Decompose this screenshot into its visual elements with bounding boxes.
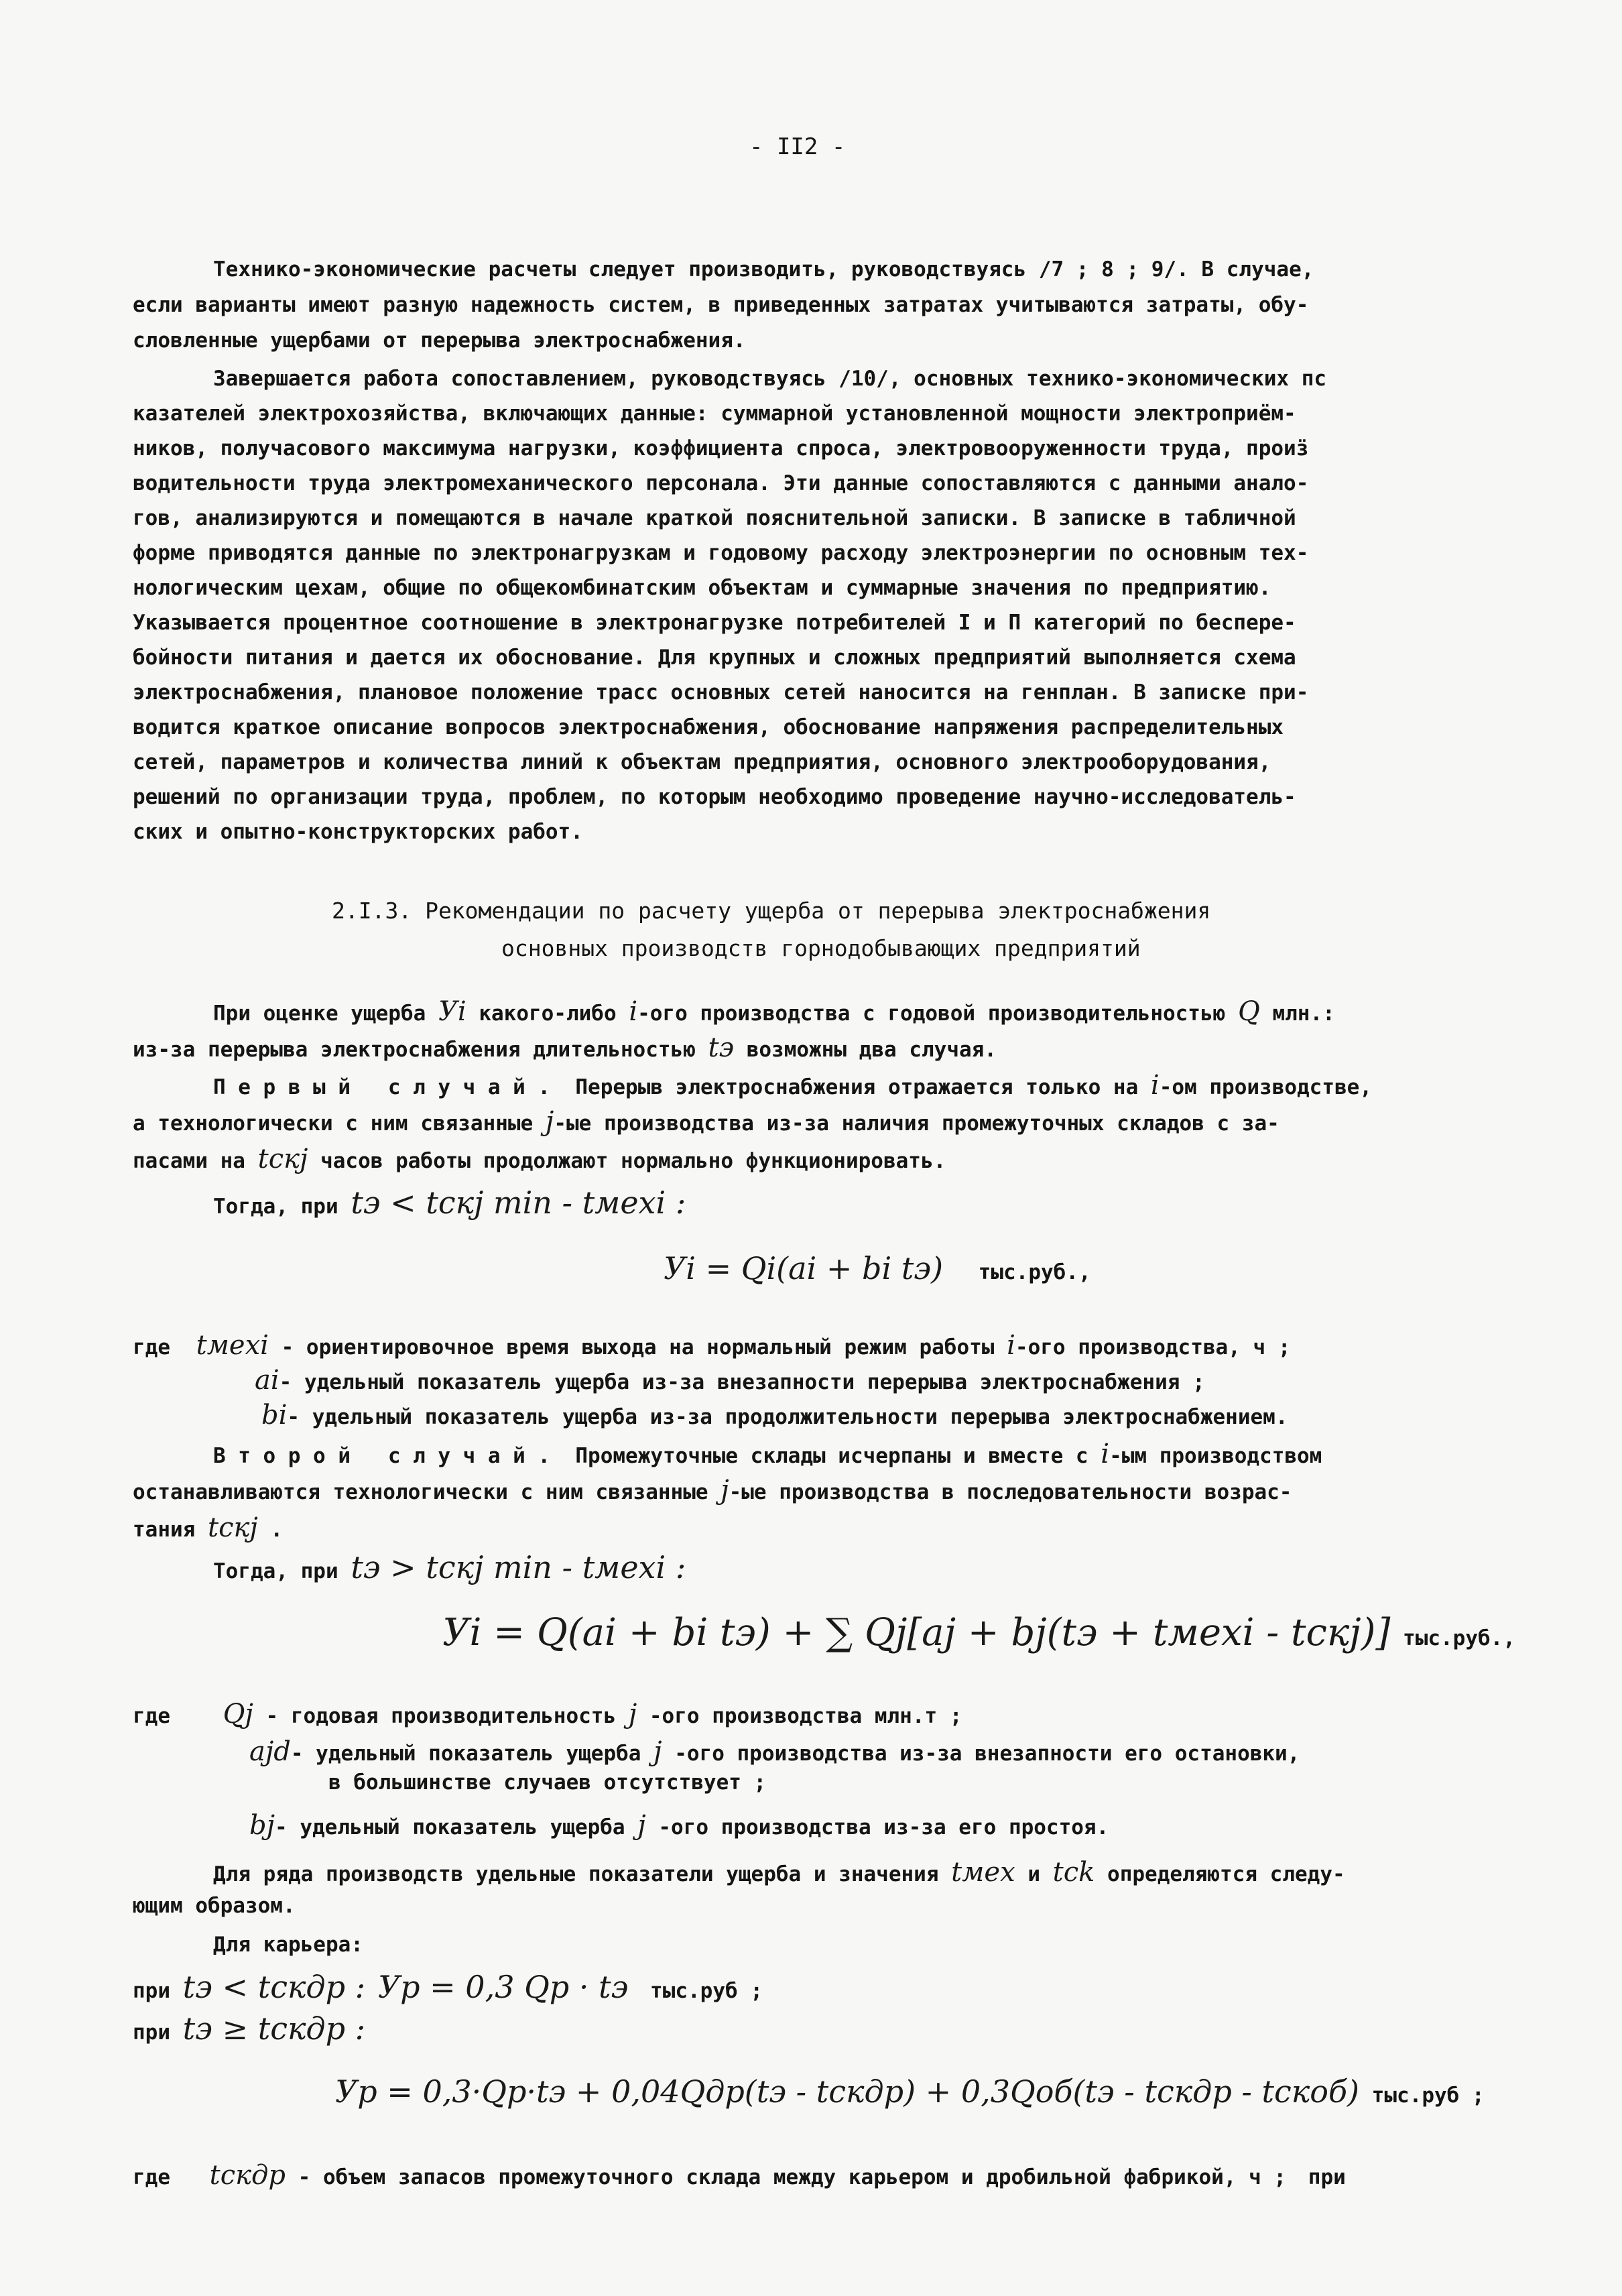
- p2-line-3: ников, получасового максимума нагрузки, коэффициента спроса, электровооруженности труда, проиӟ: [133, 436, 1309, 461]
- p2-line-12: сетей, параметров и количества линий к объектам предприятия, основного электрооборудования,: [133, 750, 1271, 774]
- where2-line-2: ajd- удельный показатель ущерба j -ого производства из-за внезапности его остановки,: [249, 1736, 1300, 1767]
- where1-line-1: где tмехi - ориентировочное время выхода на нормальный режим работы i-ого производства, ч ;: [133, 1330, 1291, 1361]
- symbol-q: Q: [1237, 996, 1260, 1027]
- p2-line-11: водится краткое описание вопросов электроснабжения, обоснование напряжения распределительных: [133, 715, 1284, 739]
- p3-line-2: из-за перерыва электроснабжения длительностью tэ возможны два случая.: [133, 1032, 997, 1063]
- section-title-line-1: 2.I.3. Рекомендации по расчету ущерба от перерыва электроснабжения: [332, 898, 1211, 924]
- symbol-te: tэ: [708, 1032, 735, 1063]
- case2-line-1: Второй случай. Промежуточные склады исчерпаны и вместе с i-ым производством: [213, 1439, 1322, 1469]
- p2-line-14: ских и опытно-конструкторских работ.: [133, 820, 583, 844]
- intro-line-2: если варианты имеют разную надежность систем, в приведенных затратах учитываются затраты, обу-: [133, 293, 1309, 317]
- where1-line-2: ai- удельный показатель ущерба из-за внезапности перерыва электроснабжения ;: [255, 1365, 1205, 1396]
- symbol-i: i: [629, 996, 638, 1027]
- intro-line-1: Технико-экономические расчеты следует производить, руководствуясь /7 ; 8 ; 9/. В случае,: [213, 257, 1314, 282]
- p2-line-2: казателей электрохозяйства, включающих данные: суммарной установленной мощности электроприём-: [133, 402, 1296, 426]
- p2-line-8: Указывается процентное соотношение в электронагрузке потребителей I и П категорий по беспере-: [133, 611, 1296, 635]
- last-line: где tскдр - объем запасов промежуточного склада между карьером и дробильной фабрикой, ч ; при: [133, 2160, 1346, 2191]
- case2-label: Второй случай.: [213, 1444, 563, 1468]
- p4-line-1: Для ряда производств удельные показатели ущерба и значения tмех и tck определяются следу-: [213, 1857, 1345, 1888]
- p2-line-6: форме приводятся данные по электронагрузкам и годовому расходу электроэнергии по основным тех-: [133, 541, 1309, 565]
- case2-formula: Уi = Q(ai + bi tэ) + ∑ Qj[aj + bj(tэ + tмехi - tскj)] тыс.руб.,: [442, 1611, 1516, 1654]
- quarry-case-1: при tэ < tскдр : Ур = 0,3 Qр · tэ тыс.руб ;: [133, 1969, 763, 2005]
- p2-line-9: бойности питания и дается их обоснование. Для крупных и сложных предприятий выполняется схема: [133, 646, 1296, 670]
- case1-condition-formula: tэ < tскj min - tмехi :: [351, 1185, 686, 1221]
- page-number: - II2 -: [749, 133, 846, 160]
- p3-line-1: При оценке ущерба Уi какого-либо i-ого производства с годовой производительностью Q млн.:: [213, 996, 1335, 1027]
- intro-line-3: словленные ущербами от перерыва электроснабжения.: [133, 328, 746, 353]
- p4-line-2: ющим образом.: [133, 1894, 296, 1918]
- quarry-case-2: при tэ ≥ tскдр :: [133, 2010, 366, 2047]
- quarry-heading: Для карьера:: [213, 1933, 363, 1957]
- p2-line-7: нологическим цехам, общие по общекомбинатским объектам и суммарные значения по предприятию.: [133, 576, 1271, 600]
- where2-line-3: в большинстве случаев отсутствует ;: [328, 1770, 767, 1795]
- p2-line-4: водительности труда электромеханического персонала. Эти данные сопоставляются с данными анало-: [133, 471, 1309, 495]
- symbol-y-i: Уi: [438, 996, 466, 1027]
- case1-line-3: пасами на tскj часов работы продолжают нормально функционировать.: [133, 1144, 946, 1174]
- case2-condition-formula: tэ > tскj min - tмехi :: [351, 1549, 686, 1585]
- case1-formula: Уi = Qi(ai + bi tэ) тыс.руб.,: [664, 1250, 1091, 1286]
- p2-line-1: Завершается работа сопоставлением, руководствуясь /10/, основных технико-экономических пс: [213, 367, 1327, 391]
- where2-line-1: где Qj - годовая производительность j -ого производства млн.т ;: [133, 1699, 962, 1730]
- case1-condition: Тогда, при tэ < tскj min - tмехi :: [213, 1185, 686, 1221]
- case1-line-1: Первый случай. Перерыв электроснабжения отражается только на i-ом производстве,: [213, 1070, 1372, 1101]
- p2-line-10: электроснабжения, плановое положение трасс основных сетей наносится на генплан. В записке при-: [133, 680, 1309, 705]
- case1-line-2: а технологически с ним связанные j-ые производства из-за наличия промежуточных складов с за-: [133, 1106, 1280, 1137]
- quarry-formula-2: Ур = 0,3·Qр·tэ + 0,04Qдр(tэ - tскдр) + 0,3Qоб(tэ - tскдр - tскоб) тыс.руб ;: [335, 2073, 1485, 2110]
- section-title-line-2: основных производств горнодобывающих предприятий: [501, 935, 1141, 961]
- where2-line-4: bj- удельный показатель ущерба j -ого производства из-за его простоя.: [249, 1810, 1109, 1841]
- p2-line-13: решений по организации труда, проблем, по которым необходимо проведение научно-исследователь-: [133, 785, 1296, 809]
- p2-line-5: гов, анализируются и помещаются в начале краткой пояснительной записки. В записке в табличной: [133, 506, 1296, 530]
- case2-line-3: тания tскj .: [133, 1512, 284, 1543]
- case2-condition: Тогда, при tэ > tскj min - tмехi :: [213, 1549, 686, 1585]
- case2-line-2: останавливаются технологически с ним связанные j-ые производства в последовательности возрас-: [133, 1475, 1292, 1506]
- where1-line-3: bi- удельный показатель ущерба из-за продолжительности перерыва электроснабжением.: [261, 1400, 1288, 1431]
- case1-label: Первый случай.: [213, 1075, 563, 1099]
